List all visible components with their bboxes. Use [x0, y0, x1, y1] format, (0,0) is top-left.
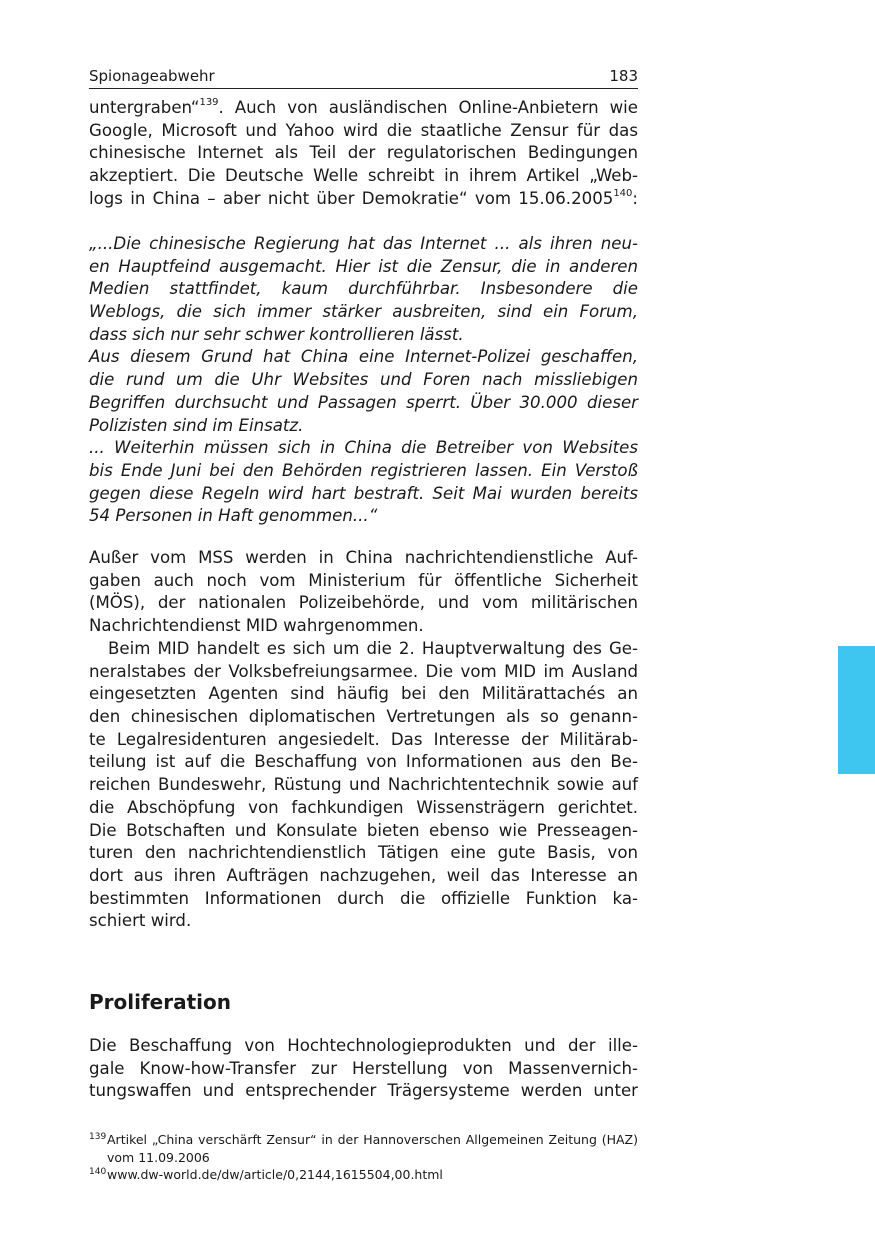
page-number: 183 — [609, 67, 638, 85]
quote-line: dass sich nur sehr schwer kontrollieren lässt. — [89, 324, 464, 344]
text-line: schiert wird. — [89, 911, 192, 931]
text-line: tungswaffen und entsprechender Trägersysteme werden unter — [89, 1081, 638, 1101]
chapter-tab-marker — [838, 646, 875, 774]
text-line: logs in China – aber nicht über Demokratie“ vom 15.06.2005$^{140}$: — [89, 187, 638, 208]
footnote-link[interactable]: www.dw-world.de/dw/article/0,2144,1615504,00.html — [107, 1167, 443, 1182]
footnotes — [89, 1131, 638, 1184]
text-line: reichen Bundeswehr, Rüstung und Nachrichtentechnik sowie auf — [89, 775, 638, 795]
quote-line: 54 Personen in Haft genommen...“ — [89, 506, 378, 526]
text-line: (MÖS), der nationalen Polizeibehörde, und vom militärischen — [89, 593, 638, 613]
quote-line: Polizisten sind im Einsatz. — [89, 415, 304, 435]
text-line: chinesische Internet als Teil der regulatorischen Bedingungen — [89, 143, 638, 163]
text-line: te Legalresidenturen angesiedelt. Das Interesse der Militärab- — [89, 729, 638, 749]
footnote-text: Artikel „China verschärft Zensur“ in der Hannoverschen Allgemeinen Zeitung (HAZ) — [107, 1132, 638, 1147]
paragraph-mid — [89, 638, 638, 933]
text-line: Die Botschaften und Konsulate bieten ebenso wie Presseagen- — [89, 820, 638, 840]
quote-line: Weblogs, die sich immer stärker ausbreiten, sind ein Forum, — [89, 302, 638, 322]
running-header-title: Spionageabwehr — [89, 67, 215, 85]
text-line: teilung ist auf die Beschaffung von Informationen aus den Be- — [89, 752, 638, 772]
text-line: turen den nachrichtendienstlich Tätigen eine gute Basis, von — [89, 843, 638, 863]
text-line: Beim MID handelt es sich um die 2. Hauptverwaltung des Ge- — [108, 639, 638, 658]
footnote-139 — [89, 1131, 638, 1166]
footnote-number: 139 — [89, 1132, 107, 1142]
footnote-number: 140 — [89, 1167, 107, 1177]
running-header — [89, 66, 638, 89]
quote-line: „...Die chinesische Regierung hat das Internet ... als ihren neu- — [89, 234, 638, 253]
quote-line: ... Weiterhin müssen sich in China die Betreiber von Websites — [89, 438, 638, 458]
text-line: gaben auch noch vom Ministerium für öffentliche Sicherheit — [89, 570, 638, 590]
quote-line: Aus diesem Grund hat China eine Internet-Polizei geschaffen, — [89, 347, 638, 367]
text-line: eingesetzten Agenten sind häufig bei den Militärattachés an — [89, 684, 638, 704]
text-line: Nachrichtendienst MID wahrgenommen. — [89, 616, 424, 636]
paragraph-proliferation — [89, 1035, 638, 1103]
footnote-text: vom 11.09.2006 — [107, 1149, 210, 1165]
text-line: Die Beschaffung von Hochtechnologieprodukten und der ille- — [89, 1036, 638, 1055]
footnote-ref-140[interactable]: 140 — [613, 187, 633, 199]
quote-line: bis Ende Juni bei den Behörden registrieren lassen. Ein Verstoß — [89, 460, 638, 480]
text-line: die Abschöpfung von fachkundigen Wissensträgern gerichtet. — [89, 797, 638, 817]
quote-line: Medien stattfindet, kaum durchführbar. Insbesondere die — [89, 279, 638, 299]
text-line: Google, Microsoft und Yahoo wird die staatliche Zensur für das — [89, 120, 638, 140]
paragraph-mss — [89, 547, 638, 638]
text-line: dort aus ihren Aufträgen nachzugehen, weil das Interesse an — [89, 865, 638, 885]
text-line: den chinesischen diplomatischen Vertretungen als so genann- — [89, 707, 638, 727]
text-line: untergraben“$^{139}$. Auch von ausländischen Online-Anbietern wie — [89, 97, 638, 117]
text-line: Außer vom MSS werden in China nachrichtendienstliche Auf- — [89, 548, 638, 567]
blockquote — [89, 233, 638, 528]
text-line: gale Know-how-Transfer zur Herstellung von Massenvernich- — [89, 1058, 638, 1078]
text-line: neralstabes der Volksbefreiungsarmee. Die vom MID im Ausland — [89, 661, 638, 681]
footnote-ref-139[interactable]: 139 — [199, 97, 219, 108]
quote-line: en Hauptfeind ausgemacht. Hier ist die Zensur, die in anderen — [89, 256, 638, 276]
text-line: akzeptiert. Die Deutsche Welle schreibt in ihrem Artikel „Web- — [89, 166, 638, 186]
section-heading: Proliferation — [89, 990, 231, 1014]
quote-line: gegen diese Regeln wird hart bestraft. Seit Mai wurden bereits — [89, 483, 638, 503]
paragraph-intro — [89, 97, 638, 210]
quote-line: Begriffen durchsucht und Passagen sperrt. Über 30.000 dieser — [89, 392, 638, 412]
text-line: bestimmten Informationen durch die offizielle Funktion ka- — [89, 888, 638, 908]
footnote-140 — [89, 1166, 638, 1184]
quote-line: die rund um die Uhr Websites und Foren nach missliebigen — [89, 370, 638, 390]
